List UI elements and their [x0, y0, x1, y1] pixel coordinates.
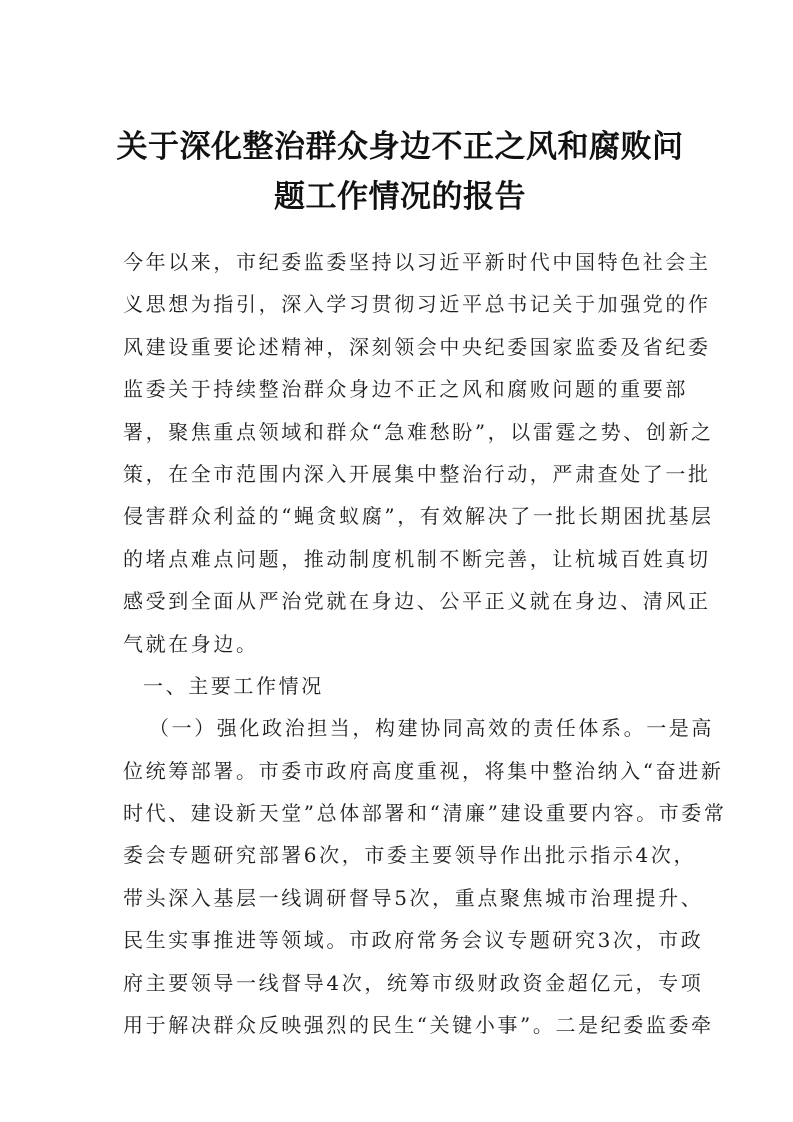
- document-title: [100, 122, 700, 222]
- body-line: 义思想为指引，深入学习贯彻习近平总书记关于加强党的作: [123, 292, 711, 317]
- title-line-1: 关于深化整治群众身边不正之风和腐败问: [116, 129, 684, 165]
- subsection-heading: （一）强化政治担当，构建协同高效的责任体系。一是高: [149, 716, 714, 741]
- title-line-2: 题工作情况的报告: [274, 179, 526, 215]
- body-line: 的堵点难点问题，推动制度机制不断完善，让杭城百姓真切: [123, 546, 711, 571]
- body-line: 用于解决群众反映强烈的民生“关键小事”。二是纪委监委牵: [123, 1013, 714, 1038]
- body-line: 今年以来，市纪委监委坚持以习近平新时代中国特色社会主: [123, 250, 711, 274]
- body-line: 时代、建设新天堂”总体部署和“清廉”建设重要内容。市委常: [123, 801, 727, 826]
- body-line: 位统筹部署。市委市政府高度重视，将集中整治纳入“奋进新: [123, 758, 724, 783]
- body-line: 民生实事推进等领域。市政府常务会议专题研究3次，市政: [123, 928, 704, 953]
- body-line: 带头深入基层一线调研督导5次，重点聚焦城市治理提升、: [123, 885, 704, 910]
- body-line: 监委关于持续整治群众身边不正之风和腐败问题的重要部: [123, 377, 688, 402]
- body-line: 风建设重要论述精神，深刻领会中央纪委国家监委及省纪委: [123, 334, 711, 359]
- body-line: 感受到全面从严治党就在身边、公平正义就在身边、清风正: [123, 589, 711, 614]
- section-heading: 一、主要工作情况: [143, 673, 324, 698]
- body-line: 策，在全市范围内深入开展集中整治行动，严肃查处了一批: [123, 461, 711, 486]
- document-body: [123, 241, 727, 1046]
- body-line: 委会专题研究部署6次，市委主要领导作出批示指示4次，: [123, 843, 697, 868]
- body-line: 侵害群众利益的“蝇贪蚁腐”，有效解决了一批长期困扰基层: [123, 504, 714, 529]
- body-line: 署，聚焦重点领域和群众“急难愁盼”，以雷霆之势、创新之: [123, 419, 714, 444]
- body-line: 府主要领导一线督导4次，统筹市级财政资金超亿元，专项: [123, 970, 704, 995]
- body-line: 气就在身边。: [123, 631, 259, 656]
